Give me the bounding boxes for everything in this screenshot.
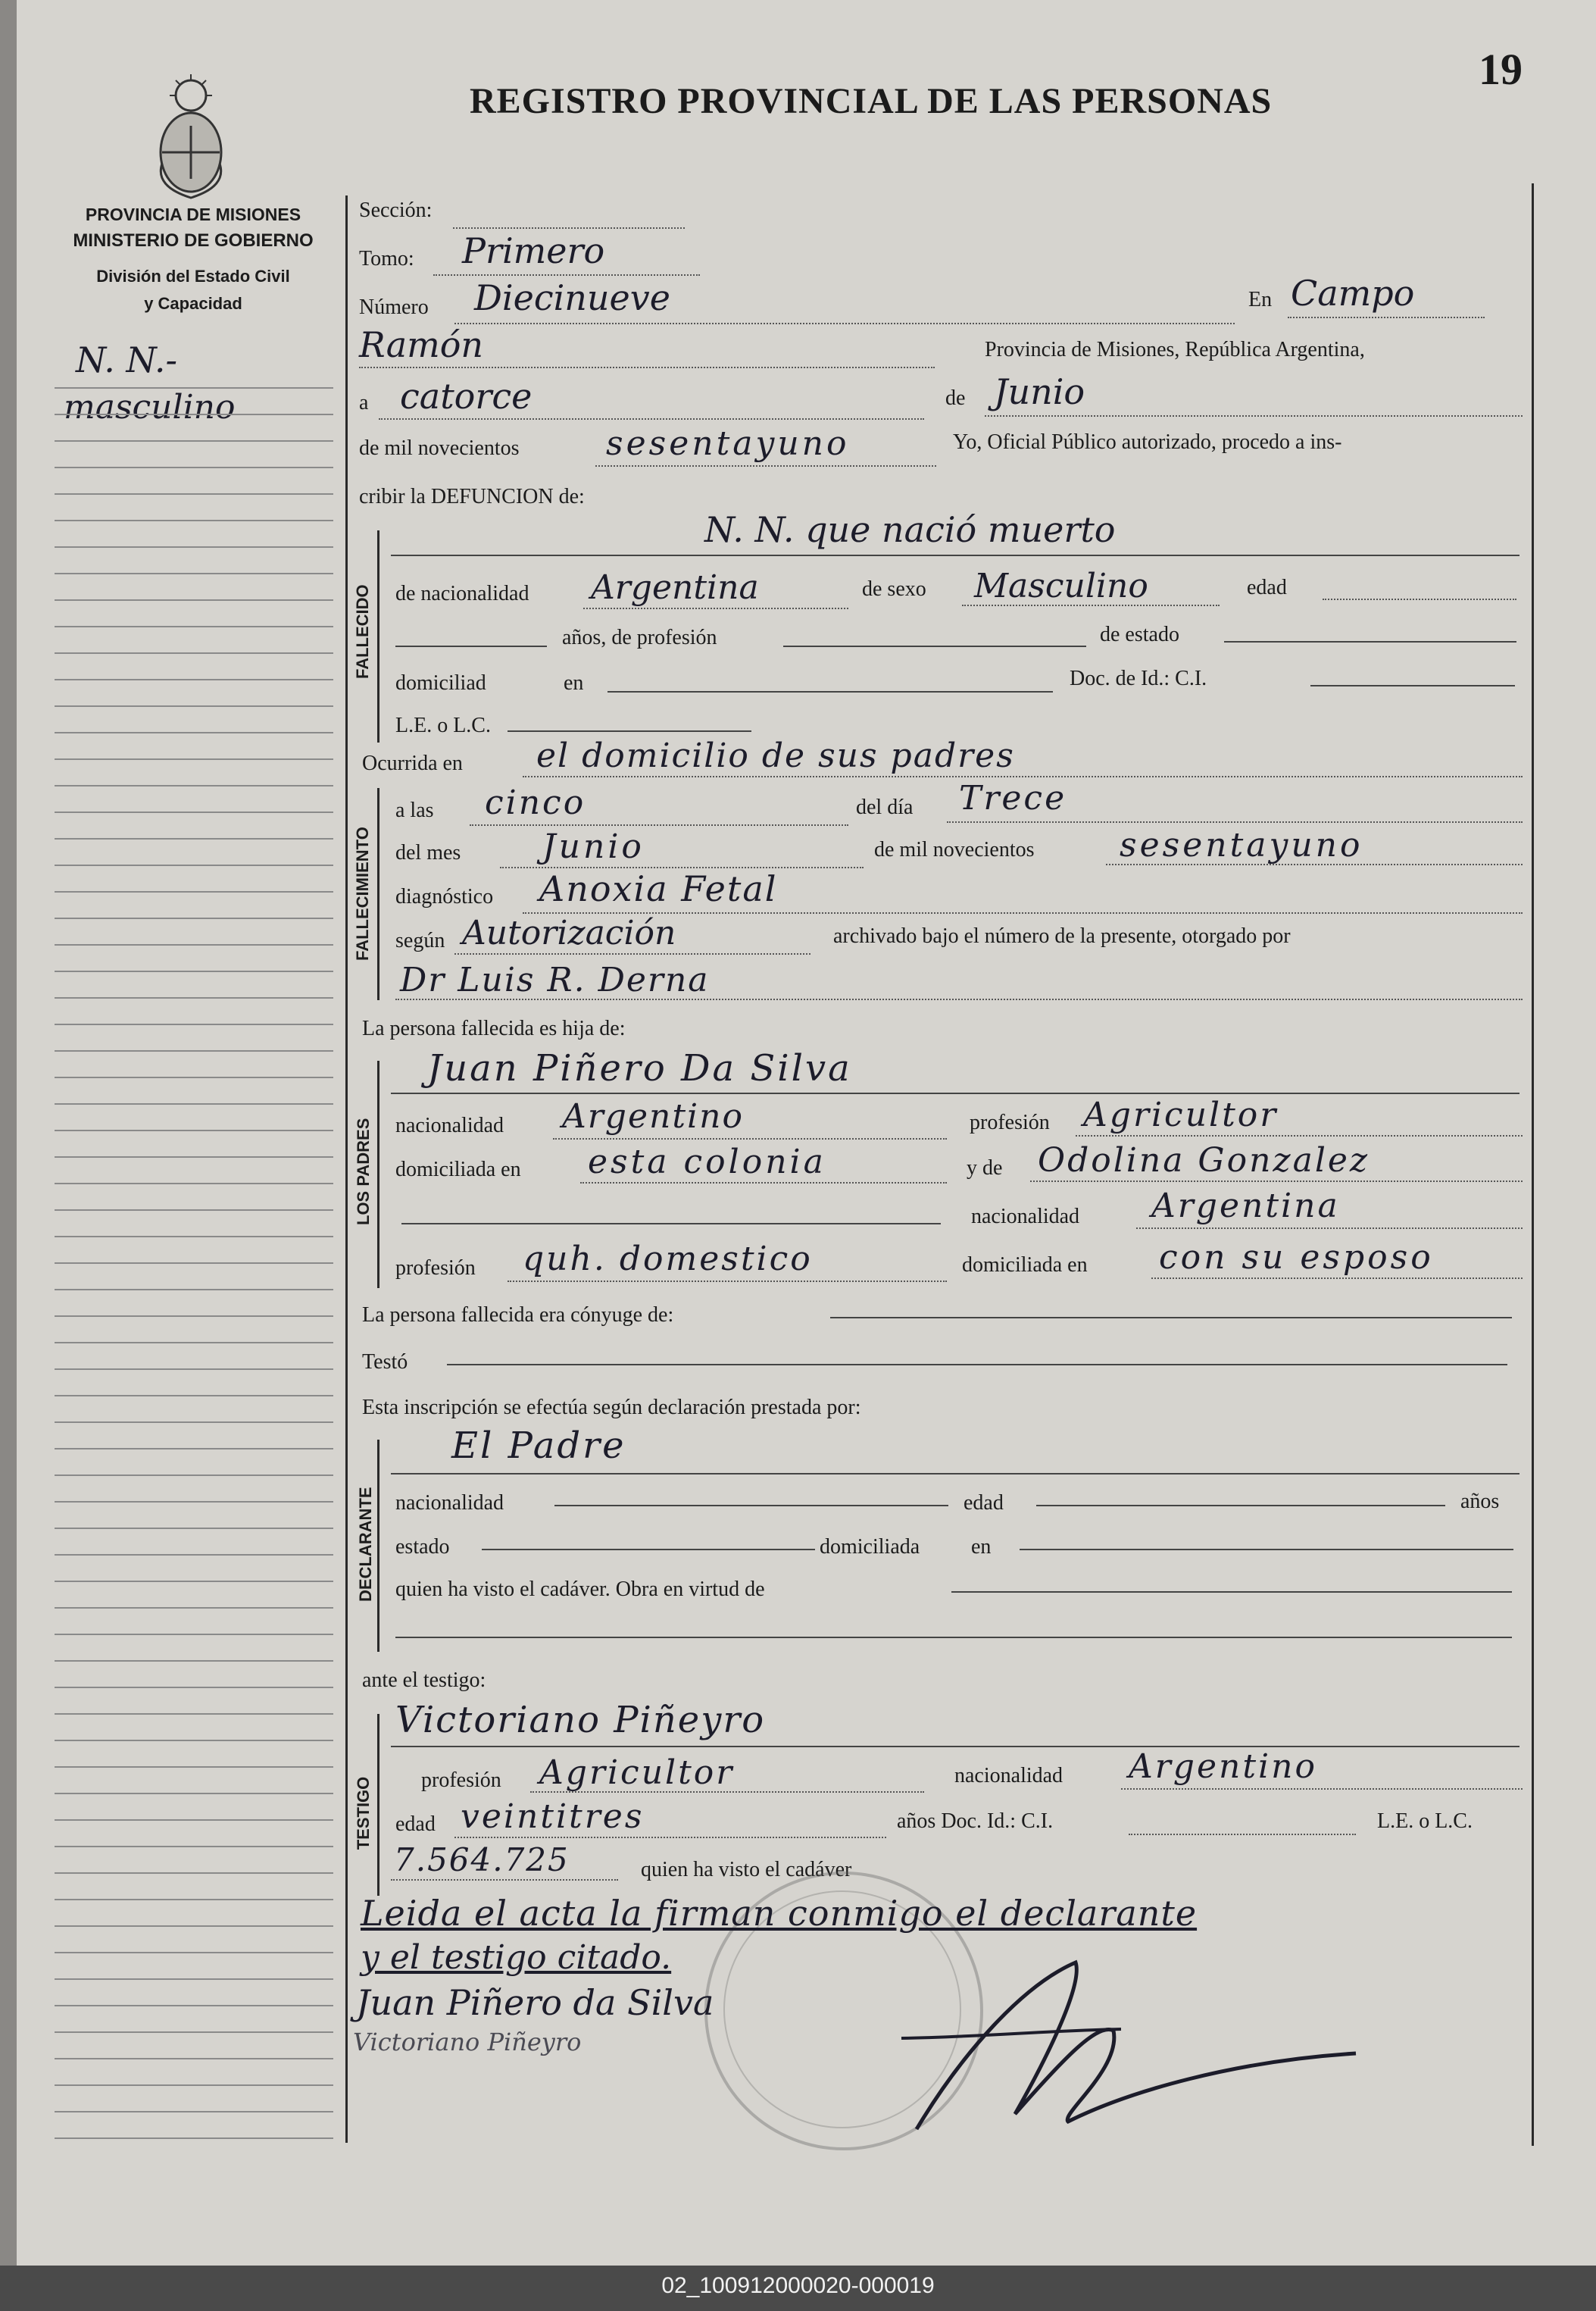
value-padre-nacionalidad: Argentino: [562, 1097, 744, 1136]
authority-line-2: MINISTERIO DE GOBIERNO: [73, 230, 314, 251]
value-nacionalidad: Argentina: [591, 568, 759, 607]
authority-line-1: PROVINCIA DE MISIONES: [85, 205, 301, 224]
value-padre: Juan Piñero Da Silva: [427, 1047, 852, 1090]
value-padre-domicilio: esta colonia: [588, 1143, 826, 1181]
line-decl-domicilio: [1020, 1549, 1513, 1550]
authority-line-3: División del Estado Civil: [96, 267, 290, 286]
line-tomo: [433, 274, 700, 276]
label-diagnostico: diagnóstico: [395, 885, 494, 908]
value-numero: Diecinueve: [474, 277, 670, 318]
margin-ruled-lines: [55, 362, 333, 2139]
value-testigo-edad: veintitres: [461, 1797, 645, 1836]
line-ocurrida: [523, 776, 1523, 777]
line-estado: [1224, 641, 1516, 643]
label-anos-profesion: años, de profesión: [562, 626, 717, 649]
value-testigo-nacionalidad: Argentino: [1129, 1747, 1317, 1786]
line-padre-profesion: [1076, 1135, 1523, 1137]
page-title: REGISTRO PROVINCIAL DE LAS PERSONAS: [470, 81, 1273, 121]
side-label-fallecido: FALLECIDO: [353, 584, 372, 679]
label-test-profesion: profesión: [421, 1768, 501, 1792]
label-y-de: y de: [967, 1156, 1003, 1180]
line-anio: [595, 465, 936, 467]
line-declarante: [391, 1473, 1519, 1474]
bracket-declarante: [377, 1440, 379, 1652]
image-caption: 02_100912000020-000019: [661, 2273, 935, 2298]
value-padre-profesion: Agricultor: [1083, 1096, 1279, 1134]
value-madre-profesion: quh. domestico: [523, 1240, 813, 1278]
line-testigo: [391, 1746, 1519, 1747]
line-obra-virtud-2: [395, 1637, 1512, 1638]
label-archivado: archivado bajo el número de la presente, otorgado por: [833, 924, 1291, 948]
line-en: [1288, 317, 1485, 318]
label-nacionalidad: nacionalidad: [395, 1114, 504, 1137]
authority-line-4: y Capacidad: [144, 294, 242, 313]
label-de-nacionalidad: de nacionalidad: [395, 582, 529, 605]
label-de-estado: de estado: [1100, 623, 1179, 646]
line-nacionalidad: [583, 608, 848, 609]
label-test-quien: quien ha visto el cadáver: [641, 1858, 852, 1881]
line-decl-nacionalidad: [554, 1505, 948, 1506]
label-domiciliad: domiciliad: [395, 671, 486, 695]
line-testigo-ci-2: [391, 1879, 618, 1881]
line-domicilio: [607, 691, 1053, 693]
line-madre: [1030, 1181, 1523, 1182]
value-lugar: Ramón: [359, 324, 484, 365]
line-madre-nacionalidad: [1136, 1227, 1523, 1229]
value-tomo: Primero: [462, 230, 605, 271]
bracket-padres: [377, 1061, 379, 1288]
label-provincia: Provincia de Misiones, República Argentina,: [985, 338, 1365, 361]
label-numero: Número: [359, 296, 429, 319]
line-madre-profesion: [508, 1281, 947, 1282]
line-testigo-ci: [1129, 1834, 1356, 1835]
label-decl-anos: años: [1460, 1490, 1500, 1513]
line-seccion: [453, 227, 685, 229]
label-nacionalidad2: nacionalidad: [971, 1205, 1080, 1228]
line-edad: [1323, 599, 1516, 600]
line-mes: [985, 415, 1523, 417]
label-test-nacionalidad: nacionalidad: [954, 1764, 1063, 1787]
label-en: En: [1248, 288, 1273, 311]
value-segun: Autorización: [462, 914, 676, 952]
side-label-declarante: DECLARANTE: [356, 1487, 375, 1602]
label-decl-domiciliada: domiciliada: [820, 1535, 920, 1559]
label-profesion2: profesión: [395, 1256, 476, 1280]
line-lugar: [359, 367, 935, 368]
form-right-border: [1532, 183, 1534, 2146]
value-medico: Dr Luis R. Derna: [400, 961, 710, 999]
label-del-mes: del mes: [395, 841, 461, 865]
label-yo: Yo, Oficial Público autorizado, procedo a ins-: [953, 430, 1342, 454]
line-madre-extra: [401, 1223, 941, 1224]
label-doc-id: Doc. de Id.: C.I.: [1070, 667, 1207, 690]
label-decl-nacionalidad: nacionalidad: [395, 1491, 504, 1515]
line-doc: [1310, 685, 1515, 686]
line-segun: [454, 953, 810, 955]
line-padre: [391, 1093, 1519, 1094]
label-domiciliada-en2: domiciliada en: [962, 1253, 1088, 1277]
line-madre-domicilio: [1151, 1277, 1523, 1279]
bracket-testigo: [377, 1714, 379, 1896]
line-anio-fall: [1106, 864, 1523, 865]
value-sexo: Masculino: [974, 567, 1148, 605]
line-edad-val: [395, 646, 547, 647]
value-madre-domicilio: con su esposo: [1159, 1238, 1434, 1277]
value-mes: Junio: [994, 371, 1085, 412]
value-en: Campo: [1291, 273, 1415, 314]
label-ante-testigo: ante el testigo:: [362, 1668, 486, 1692]
line-le-lc: [508, 730, 751, 732]
book-binding: [0, 0, 17, 2266]
value-madre-nacionalidad: Argentina: [1151, 1187, 1340, 1225]
line-decl-edad: [1036, 1505, 1445, 1506]
line-obra-virtud: [951, 1591, 1512, 1593]
line-dia-fall: [947, 821, 1523, 823]
value-anio: sesentayuno: [606, 424, 850, 463]
label-decl-estado: estado: [395, 1535, 450, 1559]
signature-parent: Juan Piñero da Silva: [356, 1982, 714, 2023]
label-sexo: de sexo: [862, 577, 926, 601]
label-segun: según: [395, 929, 445, 952]
line-numero: [454, 323, 1235, 324]
bracket-fallecimiento: [377, 788, 379, 1000]
line-padre-nacionalidad: [553, 1138, 947, 1140]
value-diagnostico: Anoxia Fetal: [539, 868, 778, 909]
coat-of-arms-icon: [147, 73, 235, 202]
form-left-border: [345, 195, 348, 2143]
value-madre: Odolina Gonzalez: [1038, 1141, 1370, 1180]
label-le-lc: L.E. o L.C.: [395, 714, 491, 737]
label-edad: edad: [1247, 576, 1287, 599]
line-testigo-nacionalidad: [1121, 1788, 1523, 1790]
line-padre-domicilio: [580, 1182, 947, 1184]
margin-note-name: N. N.-: [76, 339, 178, 380]
label-hija-de: La persona fallecida es hija de:: [362, 1017, 626, 1040]
side-label-testigo: TESTIGO: [354, 1776, 373, 1850]
label-tomo: Tomo:: [359, 247, 414, 271]
line-sexo: [962, 605, 1220, 606]
label-testo: Testó: [362, 1350, 408, 1374]
margin-note-sex: masculino: [64, 388, 236, 427]
value-declarante: El Padre: [451, 1424, 626, 1467]
label-del-dia: del día: [856, 796, 914, 819]
label-cribir: cribir la DEFUNCION de:: [359, 485, 585, 508]
line-hora: [470, 824, 848, 826]
value-hora: cinco: [485, 783, 586, 822]
value-mes-fall: Junio: [542, 827, 645, 866]
label-quien-visto: quien ha visto el cadáver. Obra en virtud de: [395, 1578, 765, 1601]
label-ocurrida: Ocurrida en: [362, 752, 463, 775]
label-test-edad: edad: [395, 1812, 436, 1836]
value-fallecido: N. N. que nació muerto: [704, 509, 1116, 550]
line-conyuge: [830, 1317, 1512, 1318]
label-a: a: [359, 391, 369, 414]
label-en2: en: [564, 671, 584, 695]
label-test-anos-doc: años Doc. Id.: C.I.: [897, 1809, 1054, 1833]
line-testigo-edad: [454, 1837, 886, 1838]
label-test-le: L.E. o L.C.: [1377, 1809, 1473, 1833]
label-de: de: [945, 386, 966, 410]
side-label-padres: LOS PADRES: [354, 1118, 373, 1225]
value-dia: catorce: [400, 376, 533, 417]
label-domiciliada-en: domiciliada en: [395, 1158, 521, 1181]
closing-line-1: Leida el acta la firman conmigo el declarante: [361, 1893, 1198, 1934]
label-de-mil: de mil novecientos: [359, 436, 520, 460]
label-a-las: a las: [395, 799, 434, 822]
value-testigo-profesion: Agricultor: [539, 1753, 735, 1792]
line-fallecido: [391, 555, 1519, 556]
side-label-fallecimiento: FALLECIMIENTO: [353, 827, 372, 961]
line-testigo-profesion: [530, 1791, 924, 1793]
line-dia: [379, 418, 924, 420]
value-testigo-ci: 7.564.725: [394, 1841, 570, 1878]
label-conyuge: La persona fallecida era cónyuge de:: [362, 1303, 674, 1327]
line-profesion: [783, 646, 1086, 647]
label-decl-edad: edad: [964, 1491, 1004, 1515]
value-dia-fall: Trece: [959, 779, 1067, 818]
line-medico: [395, 999, 1523, 1000]
value-testigo: Victoriano Piñeyro: [395, 1699, 766, 1741]
label-decl-en: en: [971, 1535, 992, 1559]
closing-line-2: y el testigo citado.: [361, 1938, 672, 1977]
label-de-mil2: de mil novecientos: [874, 838, 1035, 862]
page-number: 19: [1479, 45, 1523, 94]
value-anio-fall: sesentayuno: [1120, 826, 1363, 865]
line-testo: [447, 1364, 1507, 1365]
value-ocurrida: el domicilio de sus padres: [536, 736, 1015, 775]
label-inscripcion: Esta inscripción se efectúa según declaración prestada por:: [362, 1396, 861, 1419]
label-profesion: profesión: [970, 1111, 1050, 1134]
signature-witness: Victoriano Piñeyro: [353, 2028, 582, 2056]
official-signature-icon: [871, 1940, 1401, 2137]
label-seccion: Sección:: [359, 199, 433, 222]
line-decl-estado: [482, 1549, 815, 1550]
bracket-fallecido: [377, 530, 379, 743]
